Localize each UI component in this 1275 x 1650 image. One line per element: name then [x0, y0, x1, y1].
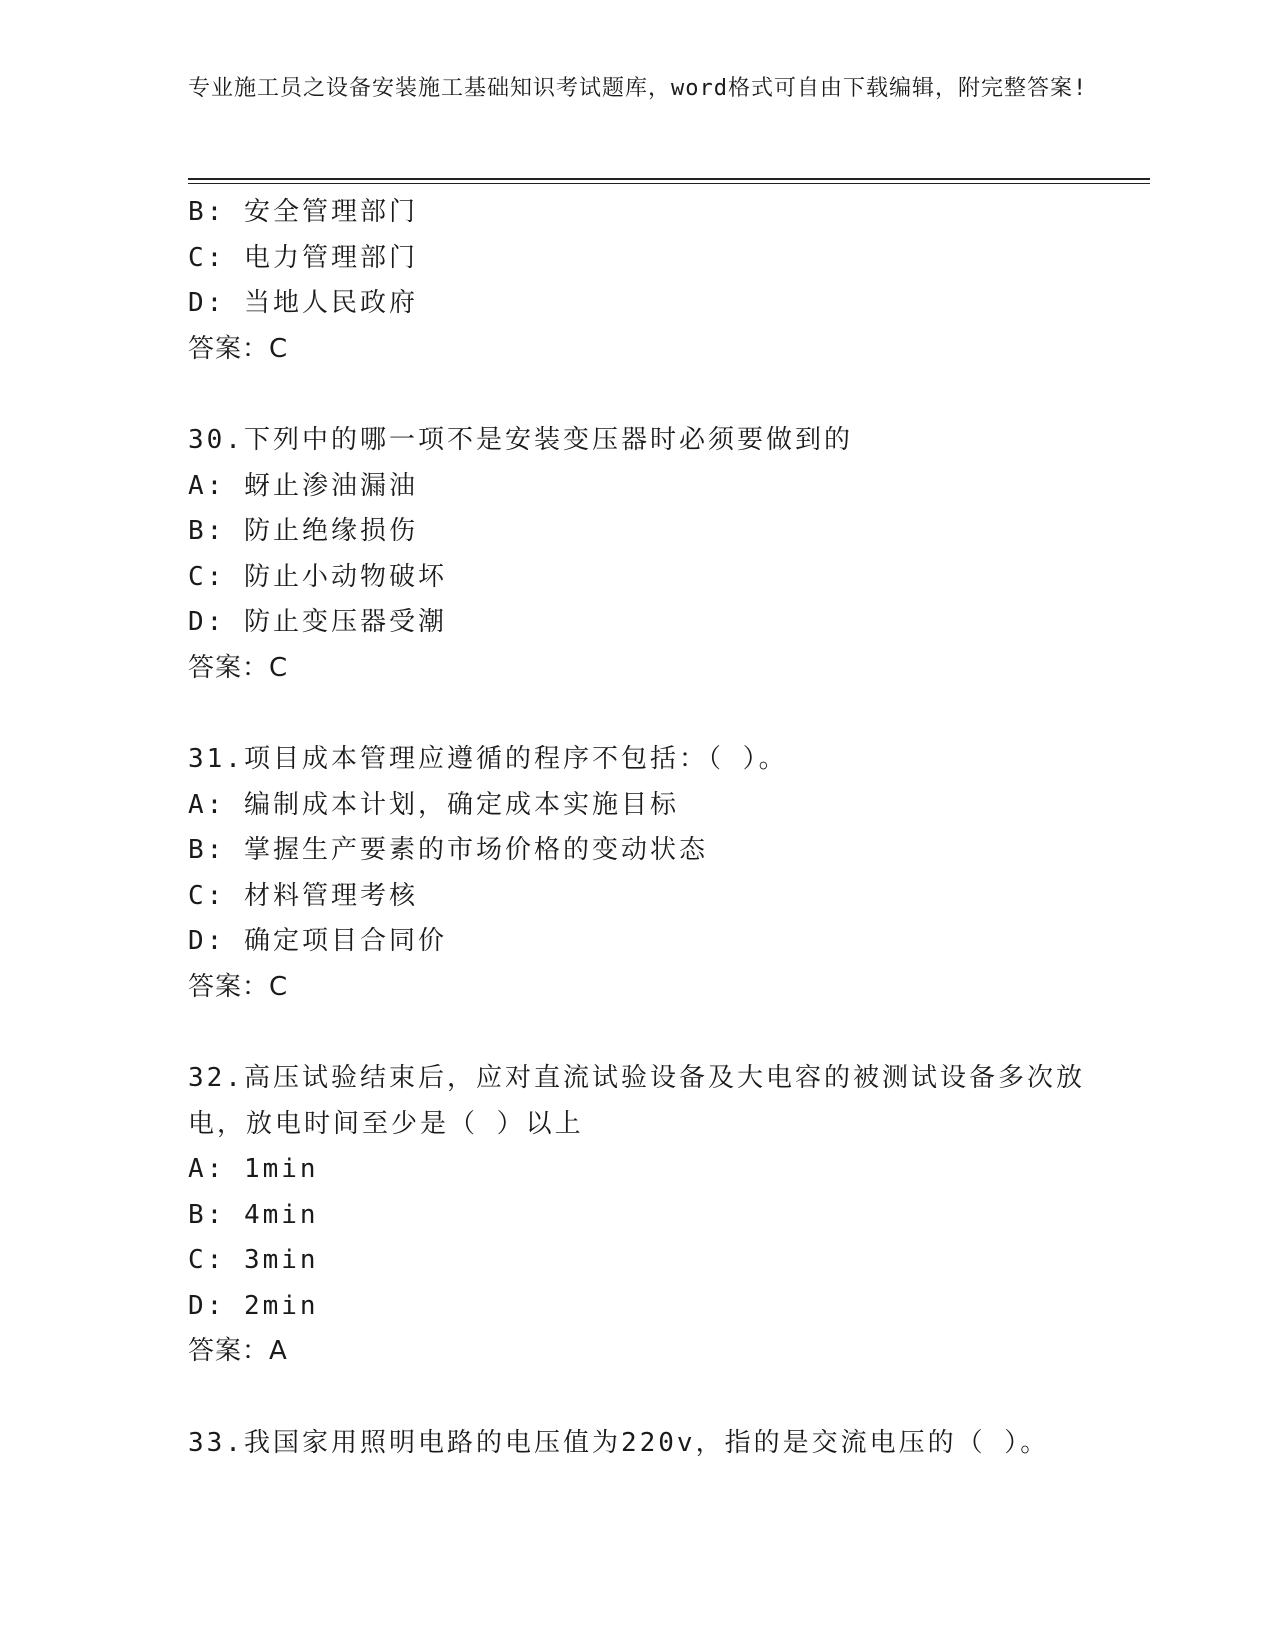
option-a: A: 1min	[188, 1154, 319, 1184]
question-stem: 31.项目成本管理应遵循的程序不包括：（ ）。	[188, 744, 788, 774]
option-b: B: 掌握生产要素的市场价格的变动状态	[188, 835, 708, 865]
question-32	[188, 1056, 1148, 1375]
answer: 答案：C	[188, 333, 289, 364]
option-c: C: 电力管理部门	[188, 242, 418, 273]
answer: 答案：C	[188, 652, 289, 683]
option-c: C: 防止小动物破坏	[188, 561, 447, 592]
option-b: B: 4min	[188, 1199, 319, 1230]
header-divider-thick	[188, 178, 1150, 180]
question-30	[188, 418, 1148, 691]
question-29-continued	[188, 190, 1148, 372]
option-c: C: 材料管理考核	[188, 880, 418, 911]
option-d: D: 防止变压器受潮	[188, 607, 447, 637]
question-33	[188, 1421, 1148, 1467]
answer: 答案：C	[188, 971, 289, 1002]
question-stem: 33.我国家用照明电路的电压值为220v，指的是交流电压的（ ）。	[188, 1427, 1050, 1458]
question-list	[188, 190, 1148, 1466]
option-d: D: 当地人民政府	[188, 288, 418, 318]
option-b: B: 防止绝缘损伤	[188, 516, 418, 546]
document-header: 专业施工员之设备安装施工基础知识考试题库，word格式可自由下载编辑，附完整答案!	[188, 76, 1088, 101]
question-stem: 30.下列中的哪一项不是安装变压器时必须要做到的	[188, 425, 853, 455]
option-a: A: 编制成本计划，确定成本实施目标	[188, 789, 679, 820]
option-d: D: 确定项目合同价	[188, 926, 447, 956]
answer: 答案：A	[188, 1336, 288, 1366]
header-divider-thin	[188, 183, 1150, 184]
option-a: A: 蚜止渗油漏油	[188, 470, 418, 501]
option-d: D: 2min	[188, 1290, 319, 1321]
question-stem: 32.高压试验结束后，应对直流试验设备及大电容的被测试设备多次放电，放电时间至少是（ ）以上	[188, 1063, 1085, 1139]
option-c: C: 3min	[188, 1245, 319, 1275]
question-31	[188, 737, 1148, 1010]
option-b: B: 安全管理部门	[188, 197, 418, 227]
